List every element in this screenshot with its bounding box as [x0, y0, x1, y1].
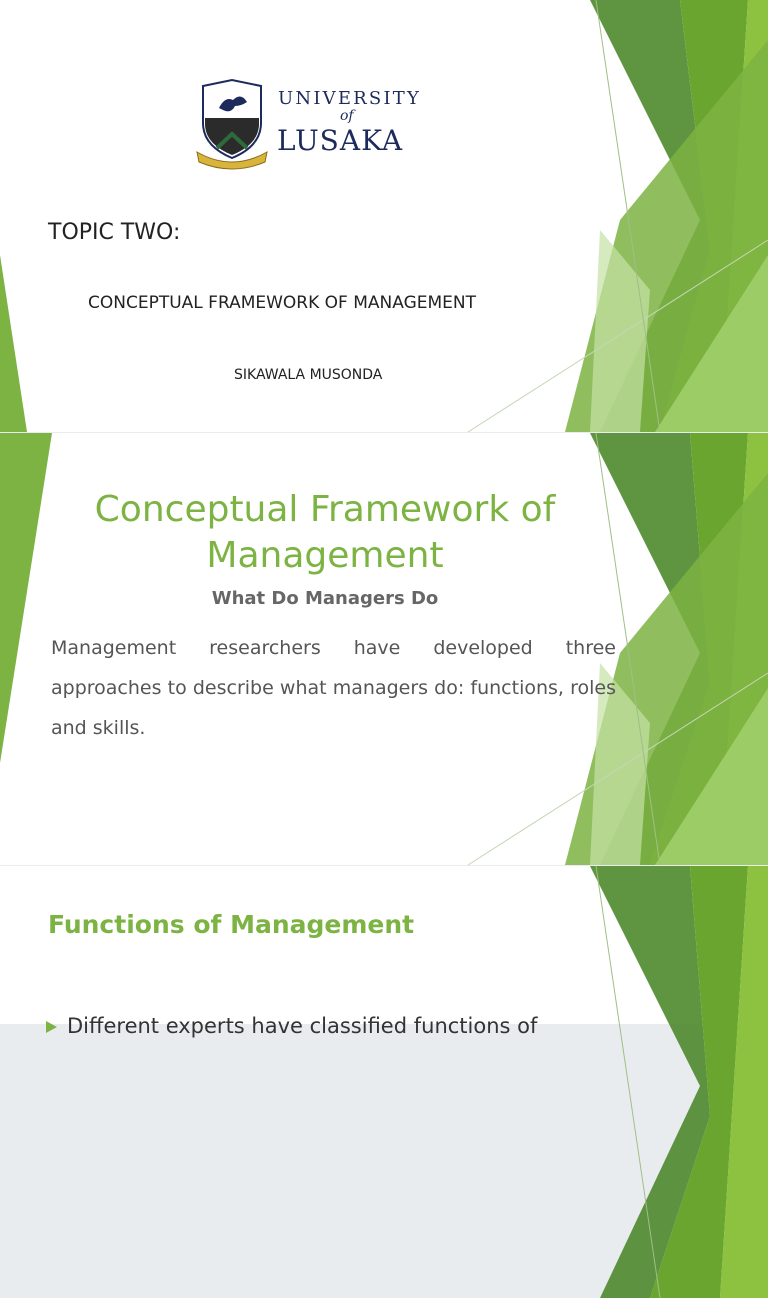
topic-heading: TOPIC TWO:	[48, 220, 181, 245]
author-name: SIKAWALA MUSONDA	[234, 367, 383, 383]
bullet-item	[46, 1014, 537, 1038]
slide-2	[0, 433, 768, 865]
topic-subtitle: CONCEPTUAL FRAMEWORK OF MANAGEMENT	[88, 293, 476, 313]
slide-title	[40, 487, 610, 579]
slide-3	[0, 866, 768, 1038]
slide-subtitle: What Do Managers Do	[211, 588, 439, 609]
slide-body-text: Management researchers have developed three approaches to describe what managers do: functions, roles and skills.	[51, 637, 616, 739]
slide-title-line-1: Conceptual Framework of	[94, 489, 556, 530]
slide-1	[0, 0, 768, 432]
slide-title-line-2: Management	[206, 535, 444, 576]
bullet-text: Different experts have classified functions of	[67, 1014, 538, 1038]
bullet-arrow-icon	[46, 1021, 57, 1033]
crest-icon	[195, 78, 270, 166]
slide-title: Functions of Management	[48, 910, 415, 939]
green-facet-decoration	[0, 0, 768, 432]
logo-university-text: UNIVERSITY	[278, 88, 422, 109]
logo-lusaka-text: LUSAKA	[277, 124, 404, 157]
logo-of-text: of	[340, 108, 354, 124]
